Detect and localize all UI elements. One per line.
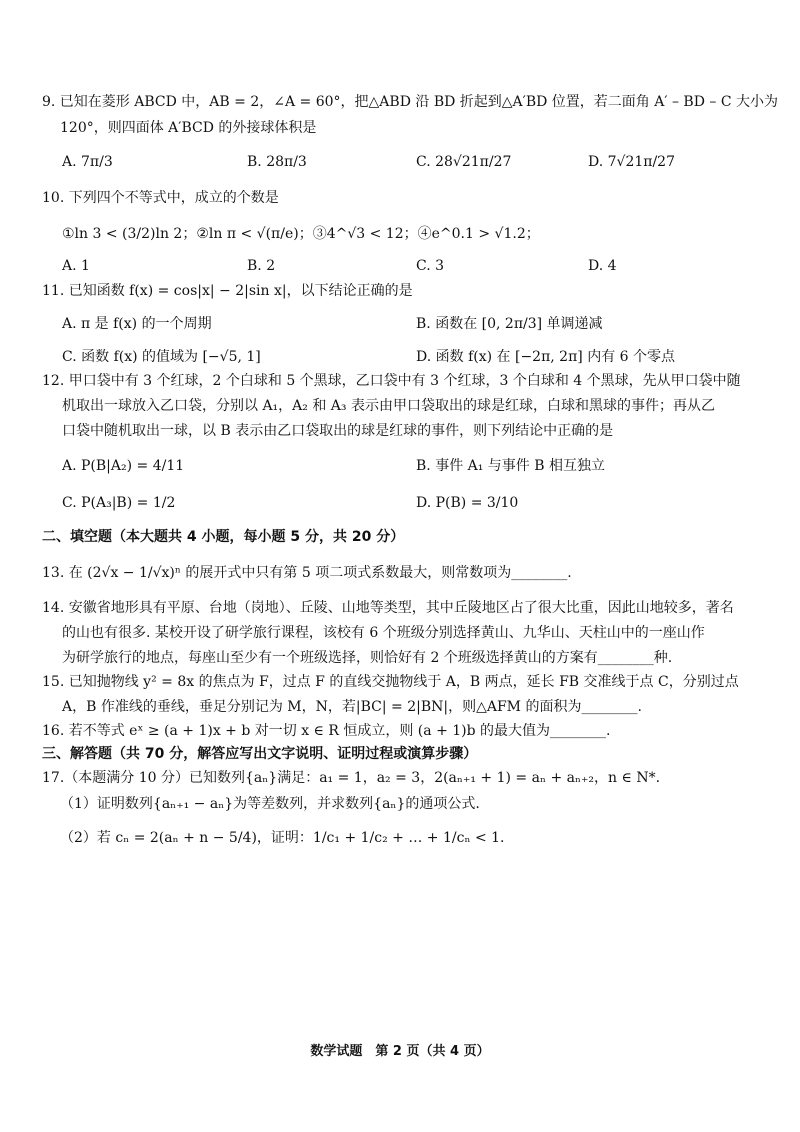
- q10-items: ①ln 3 < (3/2)ln 2；②ln π < √(π/e)；③4^√3 < 12；④e^0.1 > √1.2；: [62, 226, 540, 242]
- q12-option-a: A. P(B|A₂) = 4/11: [62, 458, 185, 474]
- q14-line2: 的山也有很多. 某校开设了研学旅行课程，该校有 6 个班级分别选择黄山、九华山、天柱山中的一座山作: [62, 625, 705, 641]
- q15-line1: 15. 已知抛物线 y² = 8x 的焦点为 F，过点 F 的直线交抛物线于 A，B 两点，延长 FB 交准线于点 C，分别过点: [42, 674, 739, 690]
- q12-stem-line1: 12. 甲口袋中有 3 个红球，2 个白球和 5 个黑球，乙口袋中有 3 个红球，3 个白球和 4 个黑球，先从甲口袋中随: [42, 373, 741, 389]
- q17-part2: （2）若 cₙ = 2(aₙ + n − 5/4)，证明：1/c₁ + 1/c₂ + … + 1/cₙ < 1.: [60, 830, 505, 846]
- q12-stem-line3: 口袋中随机取出一球，以 B 表示由乙口袋取出的球是红球的事件，则下列结论中正确的是: [62, 423, 614, 439]
- q17-part1: （1）证明数列{aₙ₊₁ − aₙ}为等差数列，并求数列{aₙ}的通项公式.: [60, 796, 480, 812]
- question-13: 13. 在 (2√x − 1/√x)ⁿ 的展开式中只有第 5 项二项式系数最大，则常数项为________.: [42, 565, 572, 581]
- q14-line1: 14. 安徽省地形具有平原、台地（岗地）、丘陵、山地等类型，其中丘陵地区占了很大比重，因此山地较多，著名: [42, 600, 734, 616]
- q9-option-d: D. 7√21π/27: [588, 154, 676, 170]
- q11-option-d: D. 函数 f(x) 在 [−2π, 2π] 内有 6 个零点: [416, 349, 676, 365]
- q11-stem: 11. 已知函数 f(x) = cos|x| − 2|sin x|，以下结论正确的是: [42, 283, 413, 299]
- q9-stem-line2: 120°，则四面体 A′BCD 的外接球体积是: [60, 120, 317, 136]
- q11-option-b: B. 函数在 [0, 2π/3] 单调递减: [416, 316, 603, 332]
- q17-stem: 17.（本题满分 10 分）已知数列{aₙ}满足：a₁ = 1，a₂ = 3，2(aₙ₊₁ + 1) = aₙ + aₙ₊₂，n ∈ N*.: [42, 770, 661, 786]
- q12-option-c: C. P(A₃|B) = 1/2: [62, 495, 176, 511]
- q12-option-b: B. 事件 A₁ 与事件 B 相互独立: [416, 458, 605, 474]
- q12-stem-line2: 机取出一球放入乙口袋，分别以 A₁，A₂ 和 A₃ 表示由甲口袋取出的球是红球，白球和黑球的事件；再从乙: [62, 398, 715, 414]
- q9-option-a: A. 7π/3: [62, 154, 113, 170]
- q10-option-a: A. 1: [62, 258, 90, 274]
- question-16: 16. 若不等式 eˣ ≥ (a + 1)x + b 对一切 x ∈ R 恒成立，则 (a + 1)b 的最大值为________.: [42, 723, 611, 739]
- section-fill-in-heading: 二、填空题（本大题共 4 小题，每小题 5 分，共 20 分）: [42, 529, 405, 545]
- q11-option-a: A. π 是 f(x) 的一个周期: [62, 316, 212, 332]
- q15-line2: A，B 作准线的垂线，垂足分别记为 M，N，若|BC| = 2|BN|，则△AFM 的面积为________.: [62, 699, 642, 715]
- q10-option-b: B. 2: [247, 258, 276, 274]
- page-footer: 数学试题 第 2 页（共 4 页）: [310, 1044, 490, 1059]
- q10-option-d: D. 4: [588, 258, 617, 274]
- q9-option-b: B. 28π/3: [247, 154, 307, 170]
- section-solutions-heading: 三、解答题（共 70 分，解答应写出文字说明、证明过程或演算步骤）: [42, 746, 478, 762]
- q10-stem: 10. 下列四个不等式中，成立的个数是: [42, 190, 279, 206]
- q11-option-c: C. 函数 f(x) 的值域为 [−√5, 1]: [62, 349, 261, 365]
- q12-option-d: D. P(B) = 3/10: [416, 495, 519, 511]
- q10-option-c: C. 3: [416, 258, 445, 274]
- q9-option-c: C. 28√21π/27: [416, 154, 512, 170]
- q14-line3: 为研学旅行的地点，每座山至少有一个班级选择，则恰好有 2 个班级选择黄山的方案有________种.: [62, 650, 673, 666]
- q9-stem-line1: 9. 已知在菱形 ABCD 中，AB = 2，∠A = 60°，把△ABD 沿 BD 折起到△A′BD 位置，若二面角 A′ – BD – C 大小为: [42, 94, 779, 110]
